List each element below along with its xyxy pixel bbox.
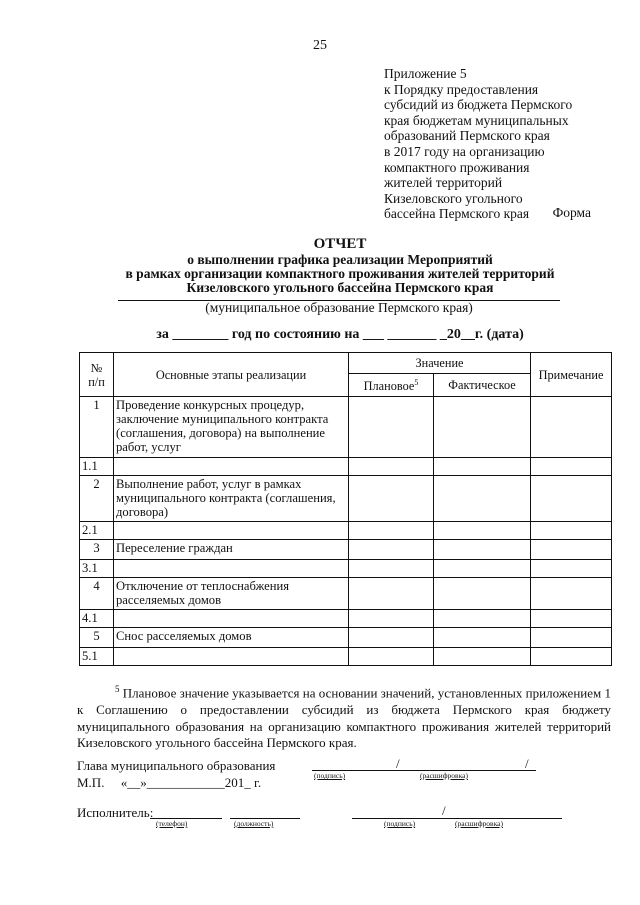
row-planned-cell <box>349 628 434 648</box>
row-note-cell <box>531 458 612 476</box>
header-planned-label: Плановое <box>363 379 415 394</box>
row-planned-cell <box>349 648 434 666</box>
row-note-cell <box>531 610 612 628</box>
appendix-line: к Порядку предоставления <box>384 81 539 97</box>
title-line: в рамках организации компактного проживания жителей территорий <box>125 266 555 282</box>
table-row <box>80 648 612 666</box>
row-stage <box>114 458 349 476</box>
row-note-cell <box>531 540 612 560</box>
row-actual-cell <box>434 628 531 648</box>
row-actual-cell <box>434 578 531 610</box>
row-stage: Выполнение работ, услуг в рамках муниципального контракта (соглашения, договора) <box>114 476 349 522</box>
row-note-cell <box>531 560 612 578</box>
table-row <box>80 476 612 522</box>
table-row <box>80 540 612 560</box>
row-stage <box>114 522 349 540</box>
row-planned-cell <box>349 458 434 476</box>
appendix-line: субсидий из бюджета Пермского <box>384 97 573 113</box>
row-number: 1 <box>80 397 114 458</box>
header-actual: Фактическое <box>434 374 531 397</box>
row-number: 2.1 <box>80 522 114 540</box>
row-actual-cell <box>434 560 531 578</box>
title-main: ОТЧЕТ <box>313 236 367 252</box>
period-line: за ________ год по состоянию на ___ _______ _20__г. (дата) <box>156 327 524 342</box>
report-title <box>0 236 640 296</box>
appendix-line: бассейна Пермского края <box>384 206 530 222</box>
executor-position-caption: (должность) <box>234 819 274 828</box>
executor-signature-slash: / <box>442 803 446 818</box>
row-planned-cell <box>349 476 434 522</box>
row-actual-cell <box>434 458 531 476</box>
appendix-line: края бюджетам муниципальных <box>384 112 569 128</box>
table-row <box>80 610 612 628</box>
head-decoding-caption: (расшифровка) <box>420 771 468 780</box>
title-line: Кизеловского угольного бассейна Пермского края <box>186 280 494 296</box>
header-value: Значение <box>349 353 531 374</box>
row-stage <box>114 610 349 628</box>
row-planned-cell <box>349 540 434 560</box>
executor-decoding-caption: (расшифровка) <box>455 819 503 828</box>
table-row <box>80 522 612 540</box>
head-label: Глава муниципального образования <box>77 758 276 773</box>
row-number: 3.1 <box>80 560 114 578</box>
appendix-line: жителей территорий <box>384 175 503 191</box>
header-planned <box>349 374 434 397</box>
row-number: 4.1 <box>80 610 114 628</box>
row-note-cell <box>531 578 612 610</box>
head-signature-caption: (подпись) <box>314 771 346 780</box>
row-actual-cell <box>434 522 531 540</box>
page-number: 25 <box>313 38 327 53</box>
appendix-block <box>384 66 572 222</box>
row-number: 1.1 <box>80 458 114 476</box>
executor-label: Исполнитель: <box>77 805 154 820</box>
row-number: 5 <box>80 628 114 648</box>
header-stages: Основные этапы реализации <box>114 353 349 397</box>
row-note-cell <box>531 397 612 458</box>
row-number: 3 <box>80 540 114 560</box>
footnote <box>77 681 611 752</box>
row-planned-cell <box>349 560 434 578</box>
row-planned-cell <box>349 578 434 610</box>
table-row <box>80 560 612 578</box>
table-row <box>80 578 612 610</box>
row-note-cell <box>531 476 612 522</box>
head-signature-slash: / <box>396 756 400 771</box>
municipality-caption: (муниципальное образование Пермского края) <box>205 300 473 315</box>
row-actual-cell <box>434 648 531 666</box>
row-note-cell <box>531 648 612 666</box>
row-actual-cell <box>434 610 531 628</box>
row-planned-cell <box>349 610 434 628</box>
title-line: о выполнении графика реализации Мероприятий <box>187 252 493 267</box>
header-planned-footnote-mark: 5 <box>414 378 419 388</box>
header-num: № п/п <box>80 353 114 397</box>
head-signature-end-slash: / <box>525 756 529 771</box>
report-table <box>79 352 612 666</box>
appendix-line: Приложение 5 <box>384 66 467 81</box>
row-stage: Проведение конкурсных процедур, заключение муниципального контракта (соглашения, договора) на выполнение работ, услуг <box>114 397 349 458</box>
form-label: Форма <box>552 205 591 220</box>
header-note: Примечание <box>531 353 612 397</box>
row-note-cell <box>531 628 612 648</box>
row-actual-cell <box>434 476 531 522</box>
row-number: 5.1 <box>80 648 114 666</box>
row-stage: Отключение от теплоснабжения расселяемых домов <box>114 578 349 610</box>
row-actual-cell <box>434 540 531 560</box>
footnote-text: Плановое значение указывается на основании значений, установленных приложением 1 к Соглашению о предоставлении субсидий из бюджета Пермского края бюджету муниципального образования на организацию компактного проживания жителей территорий Кизеловского угольного бассейна Пермского края. <box>77 685 611 751</box>
row-stage <box>114 648 349 666</box>
appendix-line: образований Пермского края <box>384 128 550 144</box>
row-planned-cell <box>349 397 434 458</box>
appendix-line: в 2017 году на организацию <box>384 143 545 159</box>
row-actual-cell <box>434 397 531 458</box>
executor-phone-caption: (телефон) <box>156 819 188 828</box>
table-row <box>80 458 612 476</box>
appendix-line: компактного проживания <box>384 159 530 175</box>
row-number: 4 <box>80 578 114 610</box>
table-row <box>80 397 612 458</box>
seal-line: М.П. «__»____________201_ г. <box>77 775 262 790</box>
footnote-mark: 5 <box>115 684 120 694</box>
executor-signature-caption: (подпись) <box>384 819 416 828</box>
appendix-line: Кизеловского угольного <box>384 190 523 206</box>
row-stage: Снос расселяемых домов <box>114 628 349 648</box>
row-stage: Переселение граждан <box>114 540 349 560</box>
row-note-cell <box>531 522 612 540</box>
row-planned-cell <box>349 522 434 540</box>
row-stage <box>114 560 349 578</box>
table-row <box>80 628 612 648</box>
row-number: 2 <box>80 476 114 522</box>
